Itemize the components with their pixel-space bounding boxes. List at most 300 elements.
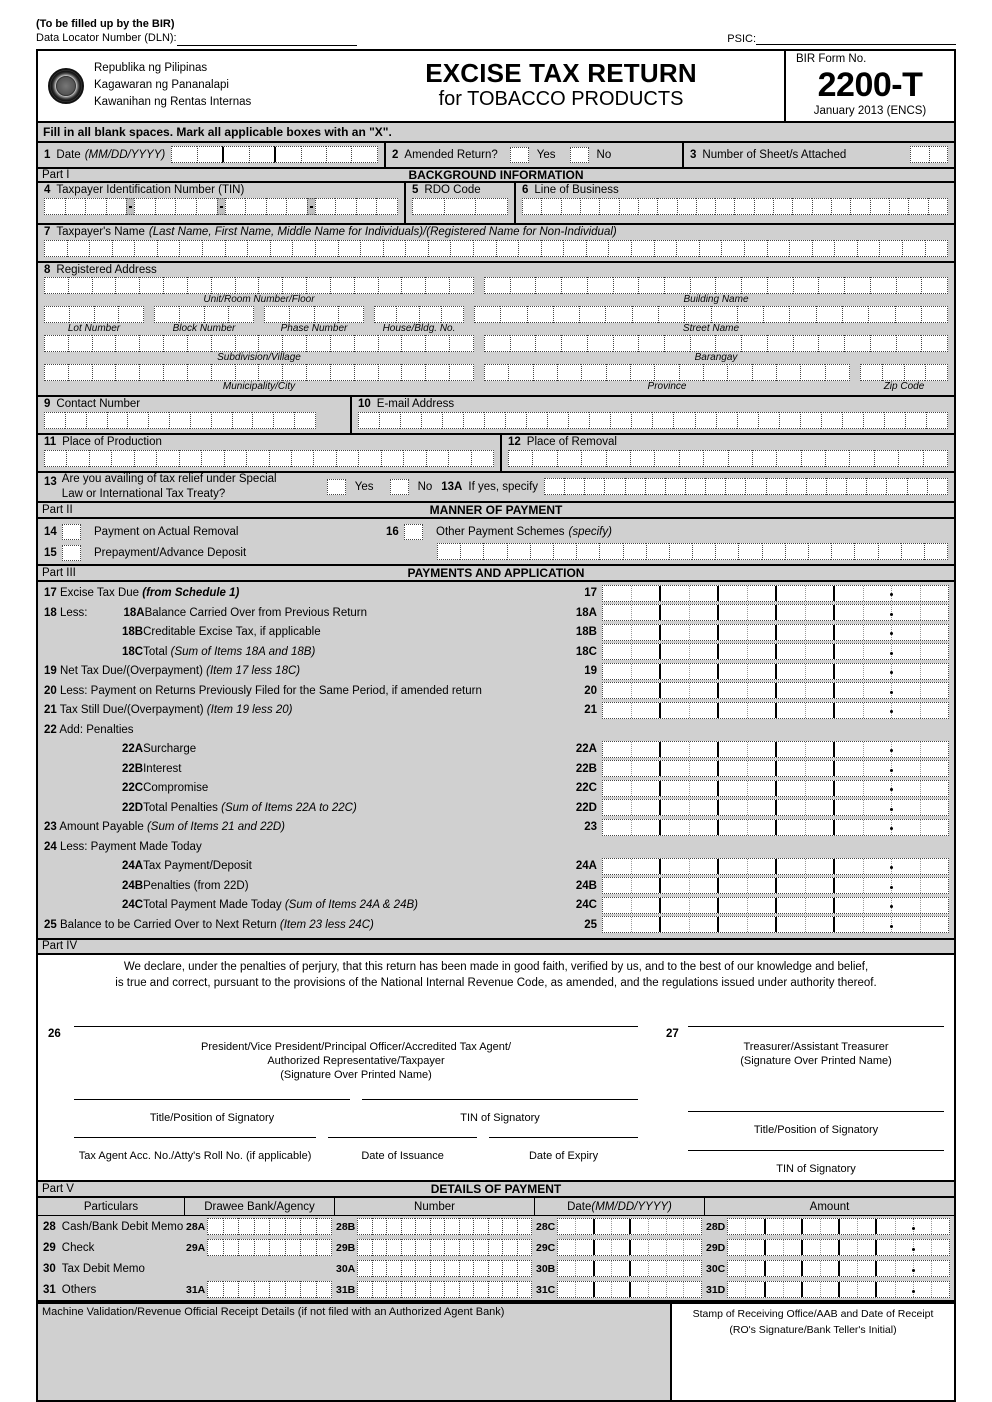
item-7-taxpayer-name <box>36 223 956 261</box>
part-3-line-code: 21 <box>584 704 597 717</box>
part-3-amount-cell <box>602 643 954 660</box>
part-3-item-number: 18 <box>44 606 57 619</box>
row-items-9-10 <box>36 395 956 433</box>
cell-date <box>534 1218 704 1235</box>
part-3-item-text: Excise Tax Due <box>60 587 143 600</box>
item-14-label: Payment on Actual Removal <box>94 526 239 538</box>
table-row <box>38 1258 954 1279</box>
place-removal-input[interactable] <box>508 450 948 467</box>
part-3-subitem-number: 18B <box>122 626 144 639</box>
part-3-row <box>38 818 954 838</box>
form-no-value: 2200-T <box>817 65 923 104</box>
part-3-subitem-text: Tax Payment/Deposit <box>143 860 252 873</box>
part-3-amount-cell <box>602 604 954 621</box>
item-8-label: Registered Address <box>56 263 157 276</box>
part-3-item-reference: (Sum of Items 18A and 18B) <box>170 645 316 658</box>
place-production-input[interactable] <box>44 450 494 467</box>
part-3-line-code: 25 <box>584 918 597 931</box>
col-drawee-bank: Drawee Bank/Agency <box>184 1198 334 1215</box>
cell-amount <box>704 1260 954 1277</box>
amended-no-label: No <box>596 148 612 161</box>
unit-input[interactable] <box>44 277 474 294</box>
amended-yes-label: Yes <box>536 148 556 161</box>
part-3-subitem-text: Total Penalties <box>143 801 222 814</box>
signature-27-line[interactable] <box>688 1026 944 1040</box>
street-input[interactable] <box>474 306 948 323</box>
item-13-number: 13 <box>44 475 57 488</box>
part-3-item-number: 24 <box>44 840 57 853</box>
part-3-row-label <box>38 743 562 755</box>
lot-input[interactable] <box>44 306 144 323</box>
part-3-item-reference: (Item 23 less 24C) <box>279 918 374 931</box>
form-revision-date: January 2013 (ENCS) <box>813 105 927 118</box>
cell-drawee-bank <box>184 1239 334 1256</box>
part-2-bar <box>36 503 956 519</box>
signatory-right <box>638 1026 944 1176</box>
col-amount: Amount <box>704 1198 954 1215</box>
part-3-row-label <box>38 899 562 911</box>
cell-drawee-bank <box>184 1281 334 1298</box>
field-tag: 28C <box>536 1220 556 1233</box>
subdivision-input[interactable] <box>44 335 474 352</box>
part-3-row-label <box>38 782 562 794</box>
item-11-label: Place of Production <box>62 435 162 448</box>
part-3-item-text: Less: Payment Made Today <box>60 840 202 853</box>
part-3-item-text: Balance to be Carried Over to Next Return <box>60 918 280 931</box>
title-position-line-left[interactable] <box>74 1099 350 1111</box>
part-3-item-number: 23 <box>44 821 57 834</box>
date-input-31C[interactable] <box>557 1281 702 1298</box>
row-label: Tax Debit Memo <box>61 1262 145 1275</box>
row-label: Cash/Bank Debit Memo <box>61 1220 184 1233</box>
address-row-municipality <box>44 364 948 392</box>
part-3-name: Part III <box>42 566 76 579</box>
cell-amount <box>704 1281 954 1298</box>
part-3-row <box>38 876 954 896</box>
psic-block <box>727 33 956 46</box>
date-input[interactable] <box>171 146 378 163</box>
item-3-label: Number of Sheet/s Attached <box>702 148 847 161</box>
item-13a-label: If yes, specify <box>468 480 539 493</box>
field-tag: 28A <box>186 1220 206 1233</box>
part-3-row-label <box>38 646 562 658</box>
part-3-row-label <box>38 802 562 814</box>
part-3-line-code: 22B <box>575 762 597 775</box>
amount-input-23[interactable] <box>602 819 949 836</box>
amended-no-checkbox[interactable] <box>570 147 589 163</box>
municipality-caption: Municipality/City <box>222 380 296 392</box>
phase-caption: Phase Number <box>280 322 348 334</box>
part-5-rows <box>38 1215 954 1300</box>
part-3-amount-cell <box>602 663 954 680</box>
prepayment-deposit-checkbox[interactable] <box>62 545 81 561</box>
part-3-subitem-text: Balance Carried Over from Previous Return <box>144 606 368 619</box>
declaration-text <box>48 959 944 992</box>
municipality-input[interactable] <box>44 364 474 381</box>
validation-area <box>36 1302 956 1402</box>
item-2-label: Amended Return? <box>404 148 498 161</box>
part-2-title: MANNER OF PAYMENT <box>429 502 563 517</box>
title-position-caption-left: Title/Position of Signatory <box>149 1111 275 1124</box>
part-3-row-label <box>38 841 562 853</box>
col-number: Number <box>334 1198 534 1215</box>
part-2-name: Part II <box>42 503 73 516</box>
part-5-bar <box>36 1182 956 1198</box>
part-3-item-reference: (Item 17 less 18C) <box>206 665 301 678</box>
amount-input-25[interactable] <box>602 916 949 933</box>
part-3-row <box>38 740 954 760</box>
amount-input-18C[interactable] <box>602 643 949 660</box>
item-1-format: (MM/DD/YYYY) <box>84 148 166 161</box>
part-1-name: Part I <box>42 168 70 181</box>
part-3-row-label <box>38 860 562 872</box>
machine-validation-box[interactable] <box>36 1302 671 1402</box>
date-expiry-caption: Date of Expiry <box>528 1150 599 1163</box>
item-9-number: 9 <box>44 397 51 410</box>
amount-input-21[interactable] <box>602 702 949 719</box>
tin-signatory-caption-left: TIN of Signatory <box>460 1111 540 1124</box>
signatory-left-caption-2: Authorized Representative/Taxpayer <box>267 1055 445 1068</box>
col-date-label: Date <box>567 1200 592 1213</box>
dln-input[interactable] <box>177 35 357 46</box>
field-tag: 29D <box>706 1241 726 1254</box>
part-3-amount-cell <box>602 682 954 699</box>
amount-input-30C[interactable] <box>727 1260 950 1277</box>
signatory-left-details <box>48 1099 638 1125</box>
part-3-row-label <box>38 880 562 892</box>
item-13a-number: 13A <box>441 480 463 493</box>
amount-input-19[interactable] <box>602 663 949 680</box>
field-tag: 29C <box>536 1241 556 1254</box>
address-row-subdivision <box>44 335 948 363</box>
signatory-left-caption <box>48 1040 638 1083</box>
item-6-line-of-business <box>514 183 954 223</box>
part-3-subitem-number: 24C <box>122 899 144 912</box>
part-3-amount-cell <box>602 760 954 777</box>
field-tag: 29B <box>336 1241 356 1254</box>
part-3-row-label <box>38 763 562 775</box>
part-3-subitem-number: 24A <box>122 860 144 873</box>
item-10-number: 10 <box>358 397 371 410</box>
part-3-line-code: 19 <box>584 665 597 678</box>
part-3-row-label <box>38 919 562 931</box>
part-3-subitem-text: Total <box>143 645 171 658</box>
part-3-item-number: 17 <box>44 587 57 600</box>
tin-input[interactable] <box>44 198 398 215</box>
row-number: 28 <box>43 1220 56 1233</box>
row-items-1-3 <box>36 143 956 167</box>
part-3-item-text: Add: Penalties <box>59 723 134 736</box>
zip-caption: Zip Code <box>883 380 925 392</box>
cell-amount <box>704 1239 954 1256</box>
part-3-subitem-text: Surcharge <box>143 743 197 756</box>
tax-relief-yes-checkbox[interactable] <box>327 479 346 495</box>
item-27-number: 27 <box>666 1027 679 1040</box>
cell-particulars <box>38 1242 184 1254</box>
item-12-number: 12 <box>508 435 521 448</box>
date-issuance-line[interactable] <box>328 1137 477 1149</box>
email-input[interactable] <box>358 412 948 429</box>
amount-input-18B[interactable] <box>602 624 949 641</box>
table-row <box>38 1216 954 1237</box>
amount-input-20[interactable] <box>602 682 949 699</box>
cell-amount <box>704 1218 954 1235</box>
tax-relief-specify-input[interactable] <box>544 478 948 495</box>
part-5-table <box>36 1198 956 1302</box>
signatory-right-details <box>666 1111 944 1137</box>
agency-line-3: Kawanihan ng Rentas Internas <box>94 95 252 108</box>
date-input-30B[interactable] <box>557 1260 702 1277</box>
item-13-label-line-1: Are you availing of tax relief under Special <box>61 473 277 486</box>
stamp-box[interactable] <box>671 1302 956 1402</box>
bir-fill-note: (To be filled up by the BIR) <box>36 18 175 30</box>
part-3-line-code: 22A <box>575 743 597 756</box>
cell-drawee-bank <box>184 1218 334 1235</box>
item-4-label: Taxpayer Identification Number (TIN) <box>56 183 245 196</box>
amount-input-28D[interactable] <box>727 1218 950 1235</box>
amount-input-29D[interactable] <box>727 1239 950 1256</box>
item-16-label: Other Payment Schemes <box>436 526 565 538</box>
part-3-row-label <box>38 587 562 599</box>
row-number: 29 <box>43 1241 56 1254</box>
part-1-bar <box>36 167 956 183</box>
part-3-amount-cell <box>602 858 954 875</box>
part-3-item-reference: (Item 19 less 20) <box>206 704 293 717</box>
part-3-row <box>38 603 954 623</box>
building-input[interactable] <box>484 277 948 294</box>
amended-yes-checkbox[interactable] <box>510 147 529 163</box>
part-3-row-label <box>38 685 562 697</box>
part-3-line-code: 17 <box>584 587 597 600</box>
part-3-subitem-text: Total Payment Made Today <box>143 899 285 912</box>
barangay-input[interactable] <box>484 335 948 352</box>
cell-date <box>534 1239 704 1256</box>
field-tag: 28D <box>706 1220 726 1233</box>
amount-input-24C[interactable] <box>602 897 949 914</box>
tin-signatory-right-wrap <box>666 1150 944 1176</box>
part-3-row <box>38 623 954 643</box>
tax-agent-details <box>48 1137 638 1163</box>
amount-input-22A[interactable] <box>602 741 949 758</box>
part-3-subitem-text: Penalties (from 22D) <box>143 879 249 892</box>
field-tag: 30C <box>706 1262 726 1275</box>
part-3-row-label <box>38 704 562 716</box>
part-5-name: Part V <box>42 1183 74 1196</box>
part-3-amount-cell <box>602 897 954 914</box>
number-input-30A[interactable] <box>357 1260 532 1277</box>
amount-input-24B[interactable] <box>602 877 949 894</box>
part-3-row <box>38 857 954 877</box>
block-input[interactable] <box>154 306 254 323</box>
tin-signatory-line-right[interactable] <box>688 1150 944 1162</box>
signatory-right-caption-1: Treasurer/Assistant Treasurer <box>743 1040 889 1053</box>
rdo-code-input[interactable] <box>412 198 508 215</box>
item-11-place-production <box>38 435 500 471</box>
item-7-number: 7 <box>44 225 51 238</box>
field-tag: 29A <box>186 1241 206 1254</box>
item-6-label: Line of Business <box>534 183 619 196</box>
field-tag: 28B <box>336 1220 356 1233</box>
item-2-number: 2 <box>392 148 399 161</box>
amount-input-22C[interactable] <box>602 780 949 797</box>
sheets-input[interactable] <box>910 146 948 163</box>
drawee-bank-input-28A[interactable] <box>207 1218 332 1235</box>
agency-block <box>38 51 338 121</box>
other-payment-schemes-input[interactable] <box>437 543 948 560</box>
amount-input-22B[interactable] <box>602 760 949 777</box>
part-3-amount-cell <box>602 916 954 933</box>
date-expiry-line[interactable] <box>489 1137 638 1149</box>
cell-particulars <box>38 1263 184 1275</box>
part-3-row <box>38 915 954 935</box>
part-3-line-code: 24B <box>575 879 597 892</box>
part-3-row <box>38 759 954 779</box>
item-5-label: RDO Code <box>424 183 481 196</box>
line-of-business-input[interactable] <box>522 198 948 215</box>
number-input-31B[interactable] <box>357 1281 532 1298</box>
tax-relief-yes-label: Yes <box>354 480 374 493</box>
item-8-number: 8 <box>44 263 51 276</box>
stamp-label-2: (RO's Signature/Bank Teller's Initial) <box>729 1323 897 1336</box>
part-4-body <box>36 955 956 1183</box>
signature-26-line[interactable] <box>74 1026 638 1040</box>
part-4-bar <box>36 940 956 955</box>
part-3-line-code: 20 <box>584 684 597 697</box>
number-input-29B[interactable] <box>357 1239 532 1256</box>
part-3-subitem-number: 24B <box>122 879 144 892</box>
contact-number-input[interactable] <box>44 412 316 429</box>
form-no-label: BIR Form No. <box>796 52 867 65</box>
psic-input[interactable] <box>756 34 956 45</box>
part-3-row <box>38 779 954 799</box>
part-3-subitem-number: 22C <box>122 782 144 795</box>
item-16-hint: (specify) <box>568 526 612 538</box>
item-5-rdo <box>404 183 514 223</box>
item-4-number: 4 <box>44 183 51 196</box>
item-7-label: Taxpayer's Name <box>56 225 145 238</box>
col-date <box>534 1198 704 1215</box>
item-26-number: 26 <box>48 1027 61 1040</box>
part-3-line-code: 24A <box>575 860 597 873</box>
part-3-subitem-text: Interest <box>143 762 182 775</box>
date-input-29C[interactable] <box>557 1239 702 1256</box>
signatory-left-caption-3: (Signature Over Printed Name) <box>280 1069 432 1082</box>
tin-signatory-line-left[interactable] <box>362 1099 638 1111</box>
amount-input-17[interactable] <box>602 585 949 602</box>
payment-actual-removal-checkbox[interactable] <box>62 524 81 540</box>
declaration-line-1: We declare, under the penalties of perjury, that this return has been made in good faith, verified by us, and to the best of our knowledge and belief, <box>123 960 869 973</box>
zip-input[interactable] <box>860 364 948 381</box>
cell-number <box>334 1218 534 1235</box>
street-caption: Street Name <box>682 322 740 334</box>
part-3-item-reference: (Sum of Items 21 and 22D) <box>146 821 286 834</box>
agency-names <box>94 60 251 110</box>
item-15-number: 15 <box>44 547 57 559</box>
part-3-row <box>38 720 954 740</box>
part-3-item-number: 21 <box>44 704 57 717</box>
part-3-item-text: Less: Payment on Returns Previously Filed for the Same Period, if amended return <box>60 684 482 697</box>
part-3-line-code: 18B <box>575 626 597 639</box>
tax-agent-line[interactable] <box>74 1137 316 1149</box>
part-3-item-reference: (Sum of Items 24A & 24B) <box>284 899 418 912</box>
item-8-registered-address <box>36 261 956 395</box>
number-input-28B[interactable] <box>357 1218 532 1235</box>
part-3-subitem-number: 22D <box>122 801 144 814</box>
form-header <box>36 49 956 121</box>
item-1-date <box>38 146 384 163</box>
part-3-item-text: Tax Still Due/(Overpayment) <box>59 704 207 717</box>
part-3-row <box>38 837 954 857</box>
part-4-name: Part IV <box>42 940 78 952</box>
amount-input-22D[interactable] <box>602 799 949 816</box>
part-3-amount-cell <box>602 741 954 758</box>
taxpayer-name-input[interactable] <box>44 240 948 257</box>
cell-number <box>334 1239 534 1256</box>
part-3-item-text: Net Tax Due/(Overpayment) <box>60 665 207 678</box>
date-input-28C[interactable] <box>557 1218 702 1235</box>
part-3-title: PAYMENTS AND APPLICATION <box>407 565 585 580</box>
item-13-label-line-2: Law or International Tax Treaty? <box>61 487 226 500</box>
amount-input-18A[interactable] <box>602 604 949 621</box>
item-15-label: Prepayment/Advance Deposit <box>94 547 247 559</box>
barangay-caption: Barangay <box>694 351 738 363</box>
form-title <box>338 51 784 121</box>
cell-number <box>334 1260 534 1277</box>
part-3-subitem-text: Compromise <box>143 782 209 795</box>
part-3-amount-cell <box>602 624 954 641</box>
machine-validation-label: Machine Validation/Revenue Official Receipt Details (if not filed with an Authorized Agent Bank) <box>42 1306 505 1319</box>
field-tag: 31B <box>336 1283 356 1296</box>
signature-area <box>48 1026 944 1176</box>
signatory-right-caption-2: (Signature Over Printed Name) <box>740 1055 892 1068</box>
part-3-item-text: Amount Payable <box>59 821 147 834</box>
signatory-left <box>48 1026 638 1176</box>
tax-agent-caption: Tax Agent Acc. No./Atty's Roll No. (if applicable) <box>78 1150 312 1163</box>
province-input[interactable] <box>484 364 850 381</box>
address-row-unit <box>44 277 948 305</box>
item-13-tax-relief <box>36 471 956 503</box>
part-3-row <box>38 642 954 662</box>
item-10-email <box>350 397 954 433</box>
title-position-line-right[interactable] <box>688 1111 944 1123</box>
cell-particulars <box>38 1284 184 1296</box>
part-3-row <box>38 798 954 818</box>
field-tag: 31C <box>536 1283 556 1296</box>
signatory-right-caption <box>666 1040 944 1069</box>
phase-input[interactable] <box>264 306 364 323</box>
bir-seal-icon <box>48 68 84 104</box>
cell-number <box>334 1281 534 1298</box>
house-input[interactable] <box>374 306 464 323</box>
other-payment-schemes-checkbox[interactable] <box>404 524 423 540</box>
row-label: Check <box>61 1241 95 1254</box>
form-title-line-1: EXCISE TAX RETURN <box>425 58 697 89</box>
block-caption: Block Number <box>172 322 236 334</box>
col-particulars: Particulars <box>83 1200 139 1213</box>
item-7-hint: (Last Name, First Name, Middle Name for Individuals)/(Registered Name for Non-Individual) <box>148 225 617 238</box>
drawee-bank-input-31A[interactable] <box>207 1281 332 1298</box>
part-3-row <box>38 584 954 604</box>
part-3-line-code: 22D <box>575 801 597 814</box>
tax-relief-no-checkbox[interactable] <box>390 479 409 495</box>
part-3-row-label <box>38 607 562 619</box>
part-3-line-code: 22C <box>575 782 597 795</box>
part-3-subitem-number: 22A <box>122 743 144 756</box>
amount-input-31D[interactable] <box>727 1281 950 1298</box>
amount-input-24A[interactable] <box>602 858 949 875</box>
drawee-bank-input-29A[interactable] <box>207 1239 332 1256</box>
table-row <box>38 1279 954 1300</box>
